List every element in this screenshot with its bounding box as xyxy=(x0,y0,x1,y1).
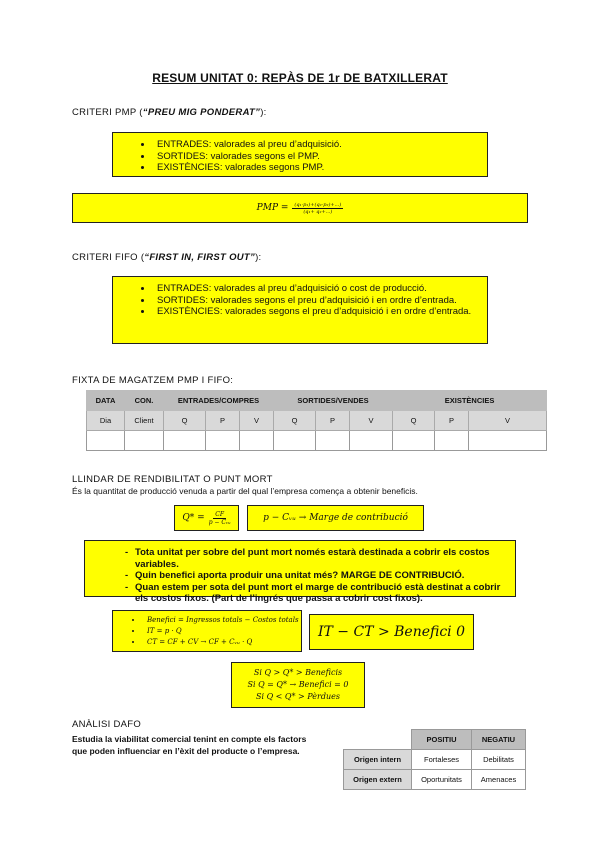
pmp-heading: CRITERI PMP (“PREU MIG PONDERAT”): xyxy=(72,107,267,118)
profit-formula-item: • IT = p · Q xyxy=(143,626,301,637)
break-even-formula-box xyxy=(174,505,239,531)
header-concepte: CON. xyxy=(125,391,164,411)
subheader-cell: Q xyxy=(164,411,206,431)
empty-cell xyxy=(125,431,164,451)
pmp-formula-box xyxy=(72,193,528,223)
empty-cell xyxy=(435,431,469,451)
note-item: - Quan estem per sota del punt mort el marge de contribució està destinat a cobrir els costos fixos. (Part de l’ingrés que passa a cobrir cost fixos). xyxy=(125,582,515,605)
break-even-fraction: $\frac{CF}{\text{p − Cᵥᵤ}}$ xyxy=(208,510,231,526)
table-row xyxy=(87,431,547,451)
dafo-heading: ANÀLISI DAFO xyxy=(72,719,142,730)
break-even-lhs: Q* = xyxy=(182,513,205,523)
subheader-cell: V xyxy=(469,411,547,431)
pmp-item-sortides: • SORTIDES: valorades segons el PMP. xyxy=(153,151,487,163)
pmp-item-entrades: • ENTRADES: valorades al preu d’adquisició. xyxy=(153,139,487,151)
note-item: - Tota unitat per sobre del punt mort només estarà destinada a cobrir els costos variables. xyxy=(125,547,515,570)
fifo-heading-italic: “FIRST IN, FIRST OUT” xyxy=(144,252,256,263)
fifo-definition-box xyxy=(112,276,488,344)
empty-cell xyxy=(164,431,206,451)
dafo-amenaces: Amenaces xyxy=(472,770,526,790)
fifo-item-entrades: • ENTRADES: valorades al preu d’adquisició o cost de producció. xyxy=(153,283,487,295)
empty-cell xyxy=(469,431,547,451)
pmp-definition-box xyxy=(112,132,488,177)
dafo-description: Estudia la viabilitat comercial tenint en compte els factors que poden influenciar en l’èxit del producte o l’empresa. xyxy=(72,734,307,756)
fixta-heading: FIXTA DE MAGATZEM PMP I FIFO: xyxy=(72,375,234,386)
dafo-row-intern: Origen intern xyxy=(344,750,412,770)
subheader-cell: Client xyxy=(125,411,164,431)
note-item: - Quin benefici aporta produir una unitat més? MARGE DE CONTRIBUCIÓ. xyxy=(125,570,515,582)
empty-cell xyxy=(206,431,240,451)
it-minus-ct-box: IT − CT > Benefici 0 xyxy=(309,614,474,650)
subheader-cell: V xyxy=(240,411,274,431)
subheader-cell: P xyxy=(206,411,240,431)
profit-formulas-box xyxy=(112,610,302,652)
case-zero: Si Q = Q* → Benefici = 0 xyxy=(247,680,349,689)
profit-cases-box xyxy=(231,662,365,708)
dafo-row-extern: Origen extern xyxy=(344,770,412,790)
empty-cell xyxy=(350,431,393,451)
page-title: RESUM UNITAT 0: REPÀS DE 1r DE BATXILLERAT xyxy=(152,71,448,85)
fifo-item-sortides: • SORTIDES: valorades segons el preu d’adquisició i en ordre d’entrada. xyxy=(153,295,487,307)
case-profit: Si Q > Q* > Beneficis xyxy=(253,668,343,677)
empty-cell xyxy=(344,730,412,750)
empty-cell xyxy=(393,431,435,451)
dafo-table xyxy=(343,729,526,790)
dafo-col-negatiu: NEGATIU xyxy=(472,730,526,750)
dafo-col-positiu: POSITIU xyxy=(412,730,472,750)
fifo-heading: CRITERI FIFO (“FIRST IN, FIRST OUT”): xyxy=(72,252,262,263)
break-even-notes-box xyxy=(84,540,516,604)
header-sortides: SORTIDES/VENDES xyxy=(274,391,393,411)
pmp-item-existencies: • EXISTÈNCIES: valorades segons PMP. xyxy=(153,162,487,174)
llindar-intro: És la quantitat de producció venuda a partir del qual l’empresa comença a obtenir beneficis. xyxy=(72,486,418,496)
dafo-fortaleses: Fortaleses xyxy=(412,750,472,770)
pmp-formula-fraction: $\frac{\text{(q₁·p₁)+(q₂·p₂)+...)}}{\text{(q₁+ q₂+...)}}$ xyxy=(294,201,342,215)
profit-formula-item: • CT = CF + CV → CF + Cᵥᵤ · Q xyxy=(143,637,301,648)
empty-cell xyxy=(316,431,350,451)
pmp-formula-lhs: PMP = xyxy=(256,203,289,213)
empty-cell xyxy=(274,431,316,451)
llindar-heading: LLINDAR DE RENDIBILITAT O PUNT MORT xyxy=(72,474,273,485)
subheader-cell: Q xyxy=(274,411,316,431)
subheader-cell: P xyxy=(435,411,469,431)
subheader-cell: Dia xyxy=(87,411,125,431)
pmp-heading-italic: “PREU MIG PONDERAT” xyxy=(142,107,261,118)
empty-cell xyxy=(240,431,274,451)
dafo-oportunitats: Oportunitats xyxy=(412,770,472,790)
header-data: DATA xyxy=(87,391,125,411)
subheader-cell: P xyxy=(316,411,350,431)
subheader-cell: Q xyxy=(393,411,435,431)
subheader-cell: V xyxy=(350,411,393,431)
case-loss: Si Q < Q* > Pèrdues xyxy=(256,692,340,701)
empty-cell xyxy=(87,431,125,451)
profit-formula-item: • Benefici = Ingressos totals − Costos totals xyxy=(143,615,301,626)
header-entrades: ENTRADES/COMPRES xyxy=(164,391,274,411)
dafo-debilitats: Debilitats xyxy=(472,750,526,770)
contribution-margin-box: p − Cᵥᵤ → Marge de contribució xyxy=(247,505,424,531)
fifo-item-existencies: • EXISTÈNCIES: valorades segons el preu d’adquisició i en ordre d’entrada. xyxy=(153,306,487,318)
stock-card-table xyxy=(86,390,547,451)
header-existencies: EXISTÈNCIES xyxy=(393,391,547,411)
